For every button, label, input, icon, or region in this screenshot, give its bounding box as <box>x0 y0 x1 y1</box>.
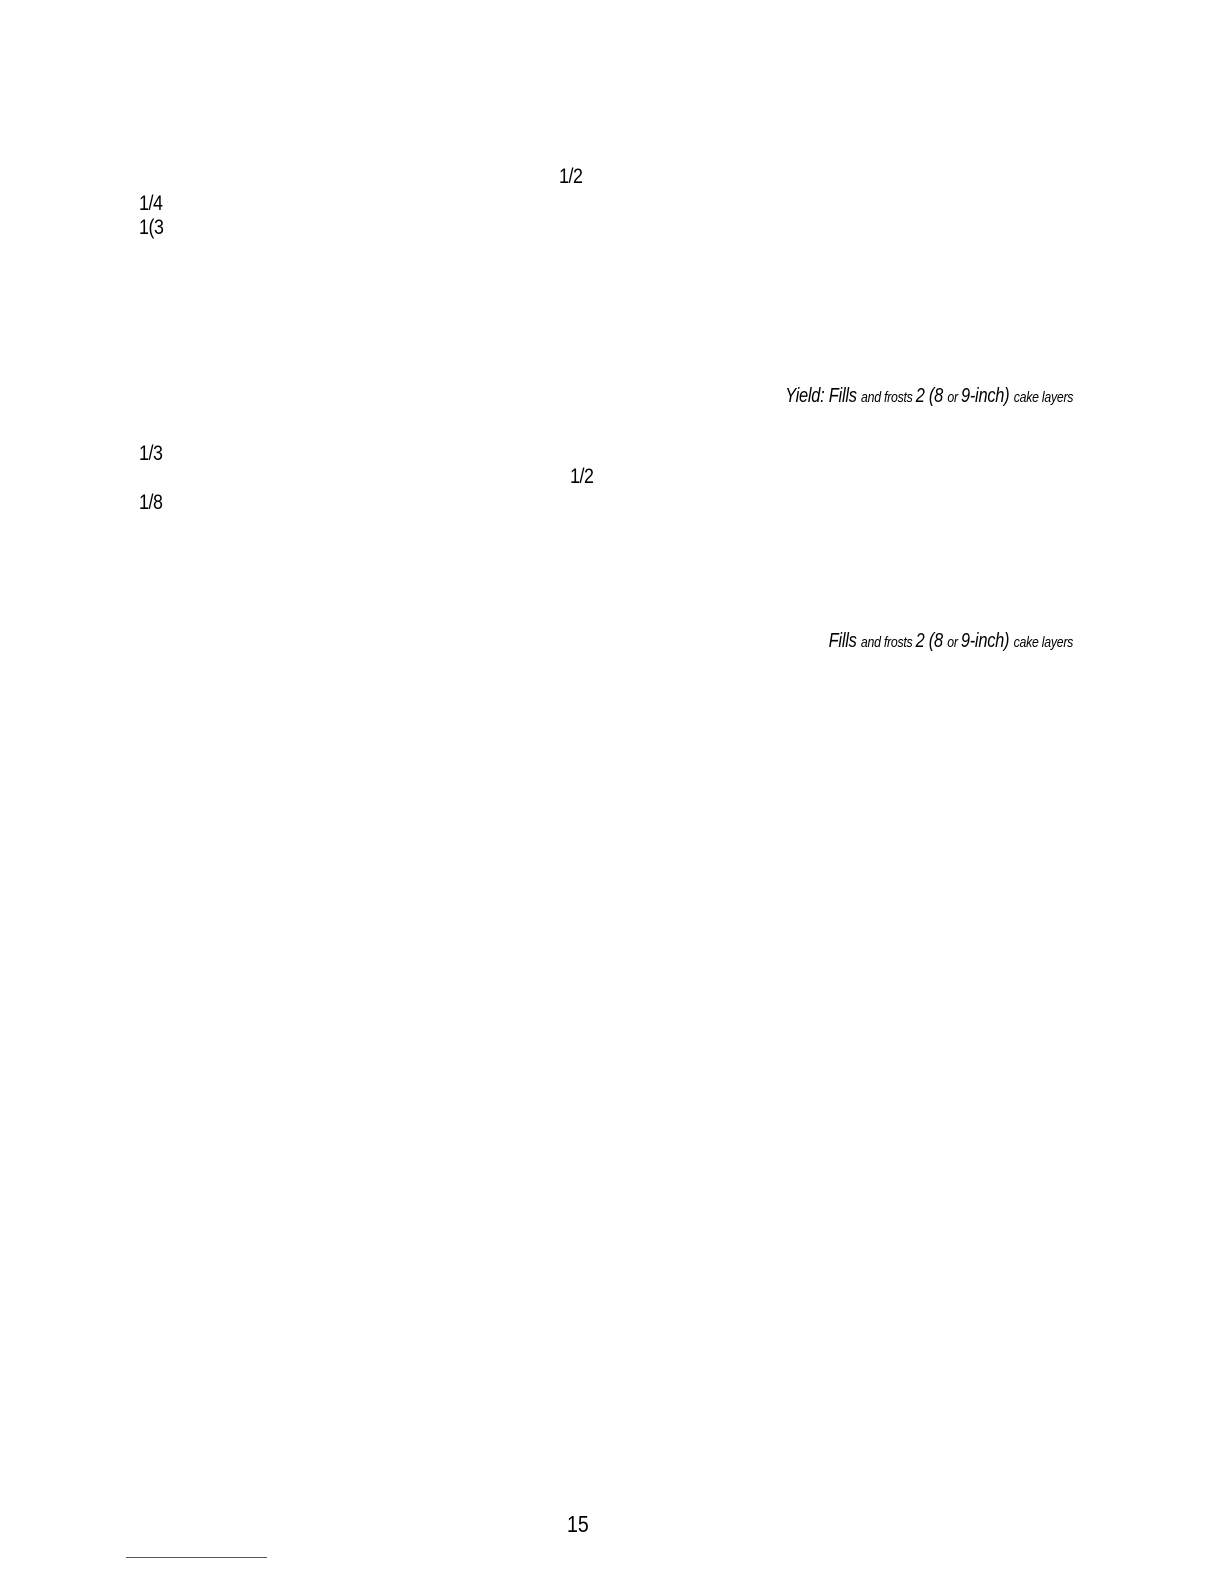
fraction-quarter: 1/4 <box>139 192 163 215</box>
fraction-third-b: 1/3 <box>139 442 163 465</box>
yield-line-2: Fills and frosts 2 (8 or 9-inch) cake layers <box>828 630 1073 652</box>
yield-label: Yield: <box>785 385 829 407</box>
footer-rule <box>126 1557 267 1558</box>
fraction-half-top: 1/2 <box>559 165 583 188</box>
fraction-half-mid: 1/2 <box>570 465 594 488</box>
yield-line-1: Yield: Fills and frosts 2 (8 or 9-inch) cake layers <box>785 385 1073 407</box>
fraction-third-a: 1(3 <box>139 216 164 239</box>
page-number: 15 <box>567 1511 589 1537</box>
fraction-eighth: 1/8 <box>139 491 163 514</box>
